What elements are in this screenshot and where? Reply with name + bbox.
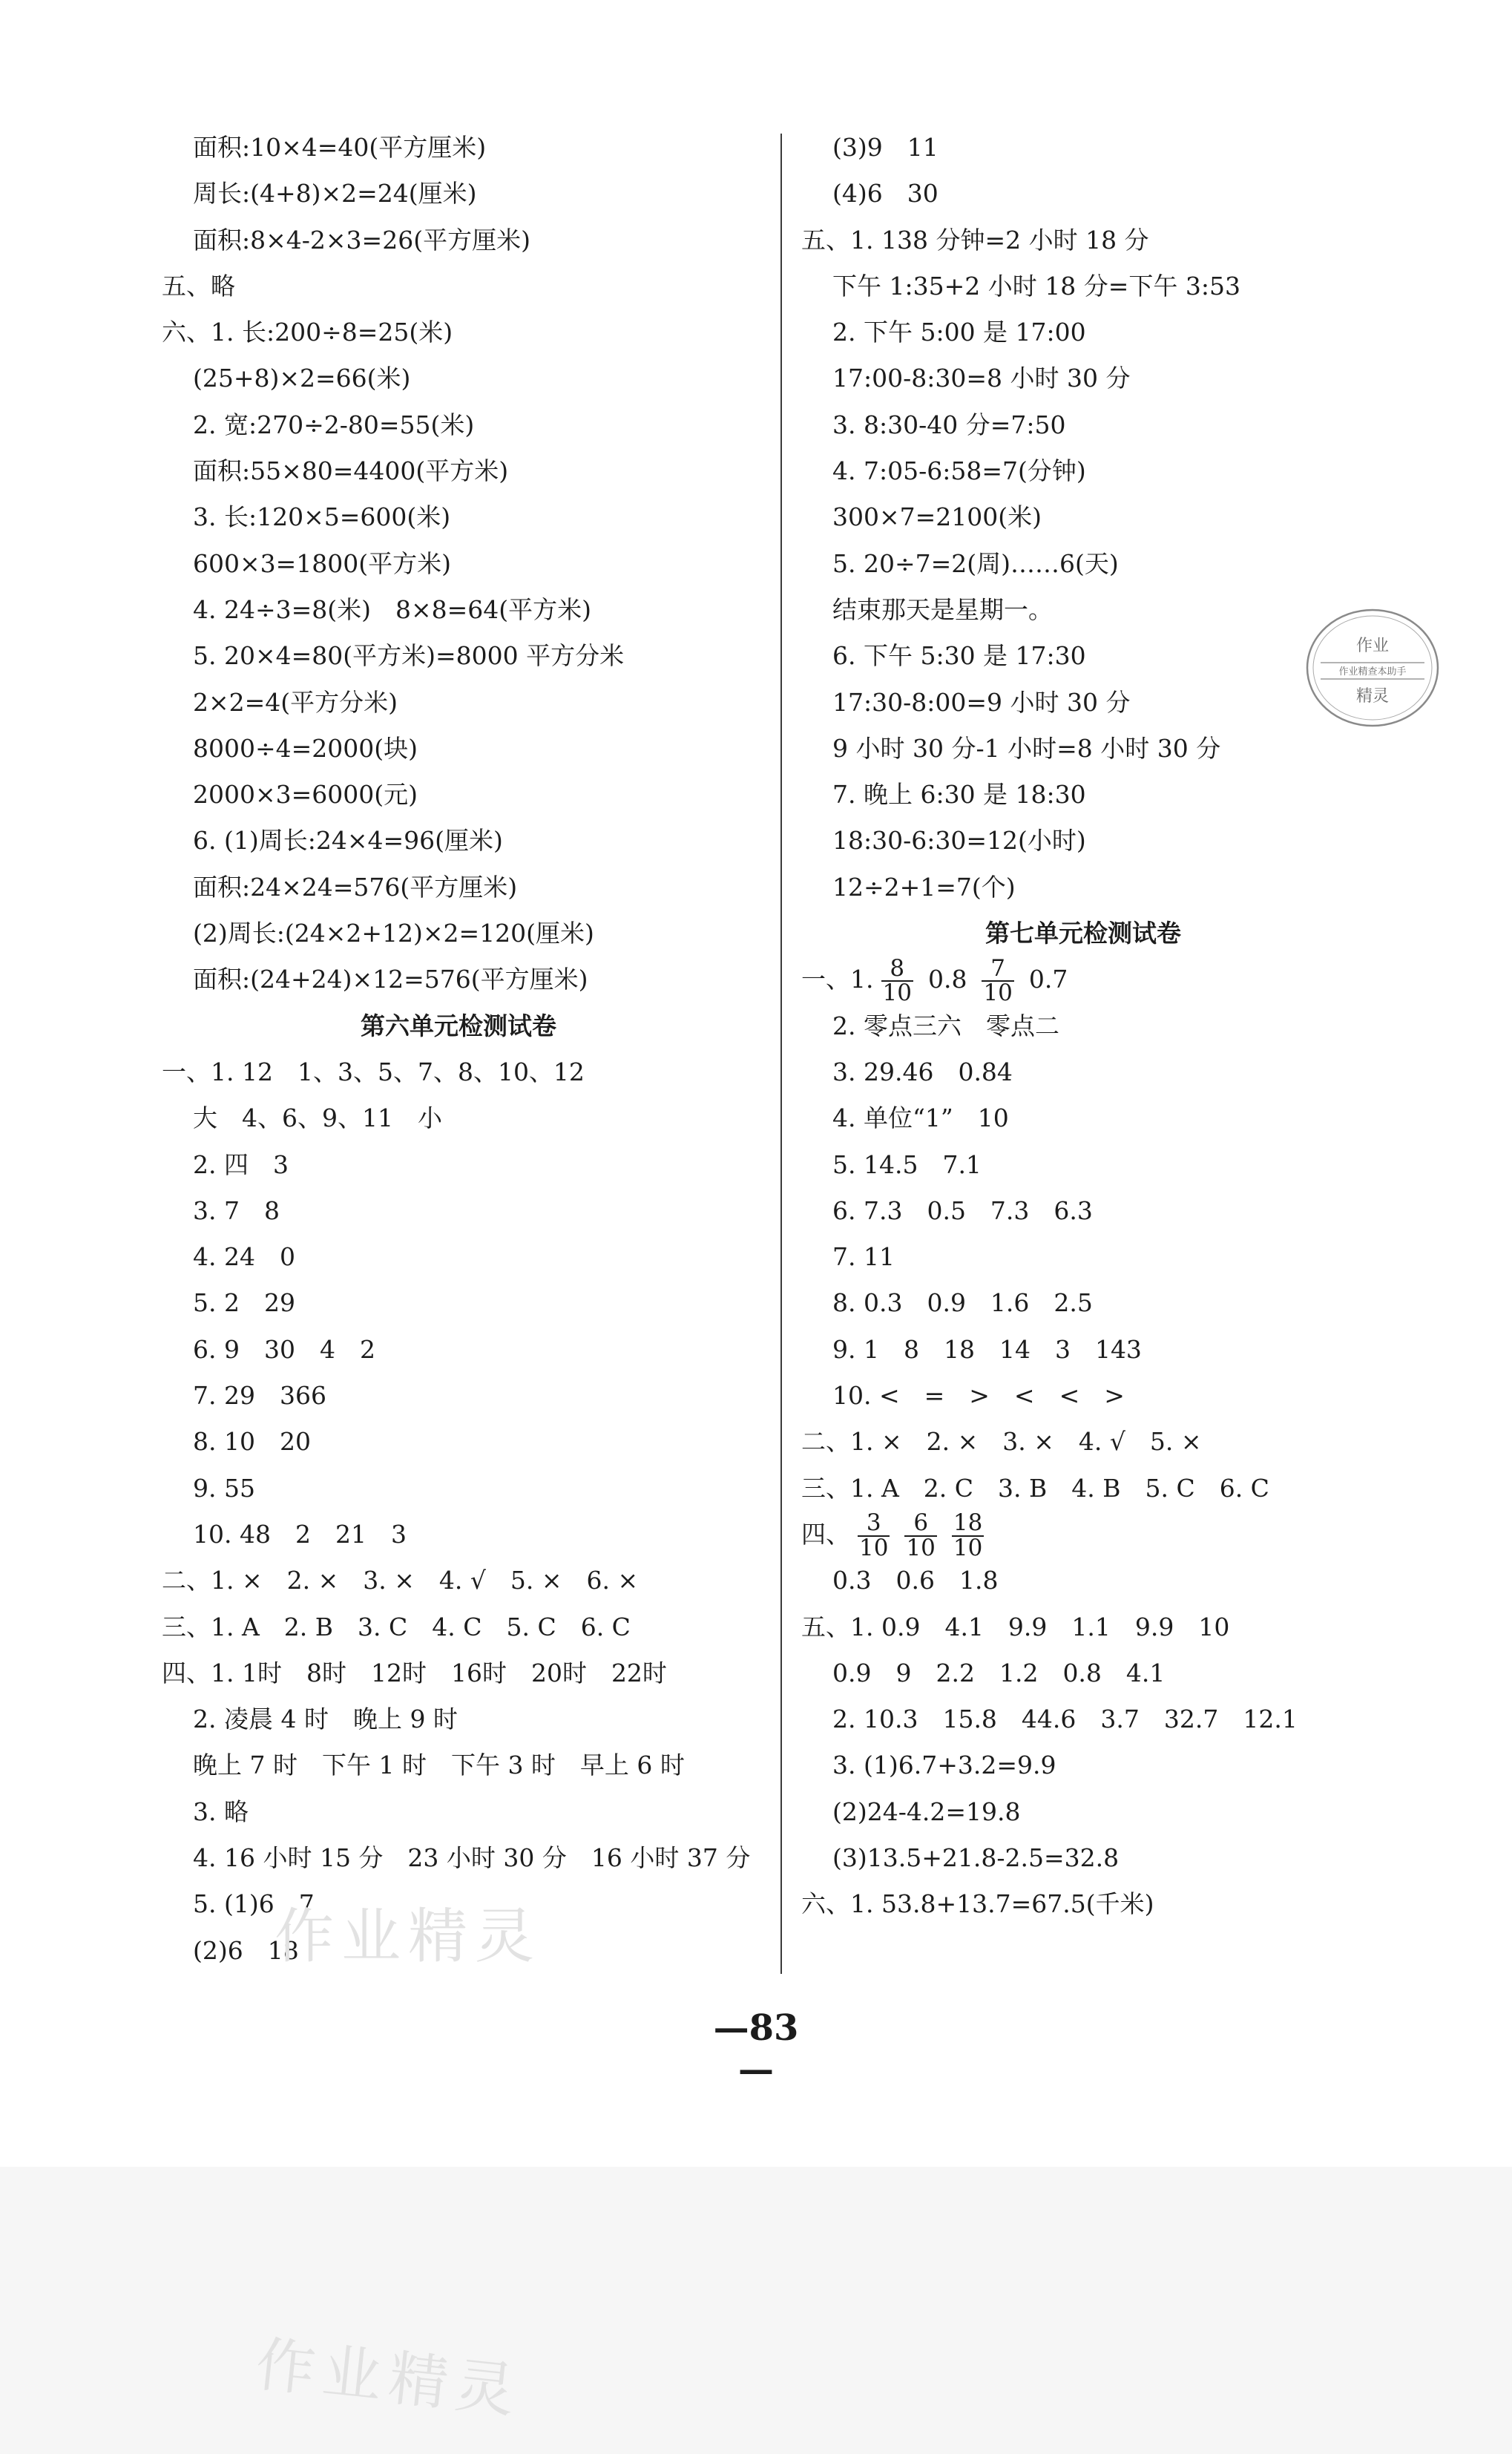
answer-line: 0.3 0.6 1.8 [832, 1566, 999, 1595]
fraction-denominator: 10 [953, 1534, 983, 1561]
answer-line: 二、1. × 2. × 3. × 4. √ 5. × 6. × [162, 1566, 639, 1595]
answer-value: 0.7 [1028, 965, 1068, 994]
answer-line: 7. 29 366 [193, 1381, 326, 1411]
seal-stamp [1302, 605, 1443, 731]
answer-line: 3. 29.46 0.84 [832, 1057, 1013, 1086]
answer-line: 4. 单位“1” 10 [832, 1103, 1009, 1133]
answer-line: 三、1. A 2. C 3. B 4. B 5. C 6. C [801, 1473, 1269, 1503]
answer-line: 5. 20×4=80(平方米)=8000 平方分米 [193, 641, 625, 671]
fraction-denominator: 10 [906, 1534, 936, 1561]
answer-line: 8000÷4=2000(块) [193, 733, 418, 763]
answer-line: 6. 下午 5:30 是 17:30 [832, 641, 1086, 671]
answer-line: (25+8)×2=66(米) [193, 364, 411, 393]
svg-text:作业精查本助手: 作业精查本助手 [1338, 666, 1407, 678]
answer-line [801, 954, 1365, 1007]
svg-text:精灵: 精灵 [1355, 687, 1390, 706]
answer-line: (3)13.5+21.8-2.5=32.8 [832, 1843, 1120, 1872]
answer-line: 8. 10 20 [193, 1427, 311, 1457]
answer-line: 5. (1)6 7 [193, 1889, 315, 1919]
fraction-numerator: 3 [866, 1509, 881, 1537]
answer-line: (4)6 30 [832, 179, 939, 209]
answer-prefix: 一、1. [801, 965, 874, 994]
answer-line: 6. 7.3 0.5 7.3 6.3 [832, 1195, 1093, 1225]
fraction [858, 1509, 890, 1561]
answer-line: 下午 1:35+2 小时 18 分=下午 3:53 [832, 271, 1240, 301]
answer-line: 600×3=1800(平方米) [193, 548, 452, 578]
answer-line: (2)24-4.2=19.8 [832, 1797, 1021, 1826]
answer-line: 3. 8:30-40 分=7:50 [832, 410, 1066, 439]
answer-line: 2. 四 3 [193, 1149, 289, 1179]
fraction-numerator: 8 [890, 954, 905, 982]
answer-line: 晚上 7 时 下午 1 时 下午 3 时 早上 6 时 [193, 1751, 685, 1780]
bottom-margin-shade [0, 2167, 1512, 2454]
answer-line: 6. 9 30 4 2 [193, 1334, 375, 1364]
answer-line: 2. 零点三六 零点二 [832, 1011, 1059, 1040]
answer-line: 面积:(24+24)×12=576(平方厘米) [193, 965, 588, 994]
answer-line: 三、1. A 2. B 3. C 4. C 5. C 6. C [162, 1612, 631, 1641]
answer-line: 结束那天是星期一。 [832, 594, 1053, 624]
right-column [801, 125, 1365, 1928]
answer-line [801, 1509, 1365, 1561]
answer-line: 五、1. 138 分钟=2 小时 18 分 [801, 225, 1149, 255]
fraction [952, 1509, 984, 1561]
answer-line: 2000×3=6000(元) [193, 780, 418, 810]
answer-line: 面积:24×24=576(平方厘米) [193, 872, 518, 902]
answer-line: 10. < = > < < > [832, 1381, 1125, 1411]
answer-line: 3. 7 8 [193, 1195, 280, 1225]
answer-line: 四、1. 1时 8时 12时 16时 20时 22时 [162, 1658, 667, 1687]
answer-line: 大 4、6、9、11 小 [193, 1103, 442, 1133]
fraction [881, 954, 913, 1007]
answer-line: 4. 24 0 [193, 1242, 295, 1272]
fraction [904, 1509, 936, 1561]
answer-line: 6. (1)周长:24×4=96(厘米) [193, 826, 503, 856]
answer-line: 2×2=4(平方分米) [193, 687, 398, 717]
fraction-denominator: 10 [983, 980, 1013, 1007]
fraction-numerator: 6 [913, 1509, 929, 1537]
watermark-middle: 作业精灵 [275, 1902, 542, 1971]
answer-line: 5. 20÷7=2(周)……6(天) [832, 548, 1119, 578]
answer-line: 8. 0.3 0.9 1.6 2.5 [832, 1288, 1093, 1318]
answer-line: 2. 宽:270÷2-80=55(米) [193, 410, 475, 439]
answer-line: 一、1. 12 1、3、5、7、8、10、12 [162, 1057, 585, 1086]
answer-line: (2)周长:(24×2+12)×2=120(厘米) [193, 919, 594, 948]
answer-line: 六、1. 长:200÷8=25(米) [162, 318, 453, 347]
answer-line: 五、略 [162, 271, 235, 301]
section-heading: 第七单元检测试卷 [985, 919, 1181, 948]
answer-line: 7. 晚上 6:30 是 18:30 [832, 780, 1086, 810]
answer-line: 18:30-6:30=12(小时) [832, 826, 1086, 856]
svg-text:作业: 作业 [1355, 637, 1390, 655]
answer-line: 2. 下午 5:00 是 17:00 [832, 318, 1086, 347]
answer-line: 300×7=2100(米) [832, 502, 1042, 532]
answer-line: 17:30-8:00=9 小时 30 分 [832, 687, 1131, 717]
answer-line: (3)9 11 [832, 133, 939, 162]
answer-line: 4. 16 小时 15 分 23 小时 30 分 16 小时 37 分 [193, 1843, 751, 1872]
page-number: —83— [713, 2007, 799, 2090]
answer-line: 2. 凌晨 4 时 晚上 9 时 [193, 1705, 458, 1734]
answer-line: 9 小时 30 分-1 小时=8 小时 30 分 [832, 733, 1221, 763]
answer-line: 3. 长:120×5=600(米) [193, 502, 451, 532]
answer-line: 5. 14.5 7.1 [832, 1149, 982, 1179]
answer-line: 17:00-8:30=8 小时 30 分 [832, 364, 1131, 393]
answer-line: 9. 1 8 18 14 3 143 [832, 1334, 1142, 1364]
section-heading: 第六单元检测试卷 [361, 1011, 556, 1040]
answer-line: (2)6 18 [193, 1935, 299, 1965]
answer-line: 4. 7:05-6:58=7(分钟) [832, 456, 1086, 486]
answer-line: 0.9 9 2.2 1.2 0.8 4.1 [832, 1658, 1166, 1687]
watermark-bottom: 作业精灵 [252, 2329, 526, 2427]
left-column [162, 125, 755, 1974]
answer-line: 3. 略 [193, 1797, 249, 1826]
answer-line: 3. (1)6.7+3.2=9.9 [832, 1751, 1056, 1780]
fraction [982, 954, 1013, 1007]
answer-line: 10. 48 2 21 3 [193, 1519, 407, 1549]
answer-line: 9. 55 [193, 1473, 255, 1503]
column-divider [780, 134, 782, 1974]
answer-line: 六、1. 53.8+13.7=67.5(千米) [801, 1889, 1154, 1919]
answer-line: 5. 2 29 [193, 1288, 295, 1318]
answer-line: 12÷2+1=7(个) [832, 872, 1016, 902]
answer-line: 周长:(4+8)×2=24(厘米) [193, 179, 477, 209]
answer-line: 五、1. 0.9 4.1 9.9 1.1 9.9 10 [801, 1612, 1230, 1641]
answer-line: 7. 11 [832, 1242, 895, 1272]
fraction-numerator: 18 [953, 1509, 983, 1537]
answer-line: 面积:10×4=40(平方厘米) [193, 133, 487, 162]
answer-value: 0.8 [927, 965, 967, 994]
answer-line: 4. 24÷3=8(米) 8×8=64(平方米) [193, 594, 592, 624]
answer-prefix: 四、 [801, 1519, 850, 1549]
answer-line: 面积:8×4-2×3=26(平方厘米) [193, 225, 530, 255]
answer-line: 2. 10.3 15.8 44.6 3.7 32.7 12.1 [832, 1705, 1298, 1734]
fraction-numerator: 7 [990, 954, 1006, 982]
answer-line: 二、1. × 2. × 3. × 4. √ 5. × [801, 1427, 1202, 1457]
fraction-denominator: 10 [859, 1534, 889, 1561]
answer-line: 面积:55×80=4400(平方米) [193, 456, 509, 486]
fraction-denominator: 10 [882, 980, 912, 1007]
